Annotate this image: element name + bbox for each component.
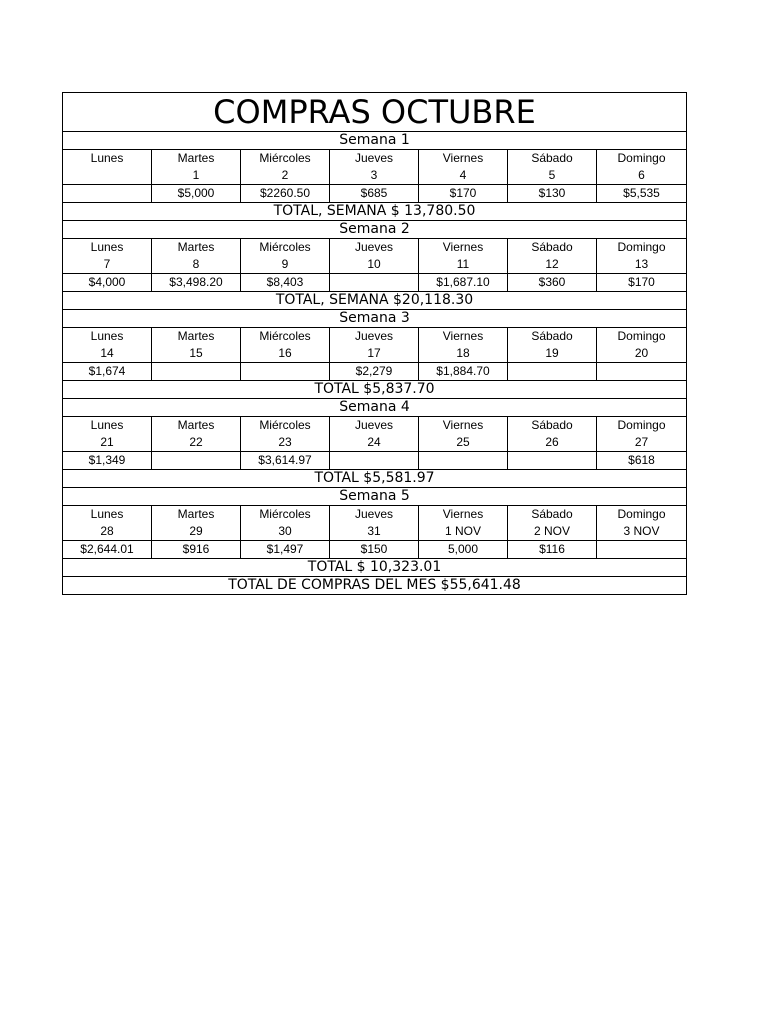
day-number: 2 NOV — [533, 524, 570, 538]
days-row — [63, 150, 687, 185]
day-cell — [419, 150, 508, 185]
amount-cell — [152, 452, 241, 470]
day-number: 25 — [456, 435, 470, 449]
week-label: Semana 4 — [63, 399, 687, 417]
day-name: Miércoles — [259, 240, 311, 254]
day-name: Jueves — [354, 240, 394, 254]
day-cell — [330, 239, 419, 274]
week-total-row — [63, 470, 687, 488]
day-name: Viernes — [442, 507, 484, 521]
day-cell — [419, 417, 508, 452]
day-cell — [508, 239, 597, 274]
week-total: TOTAL $ 10,323.01 — [63, 559, 687, 577]
day-number: 29 — [189, 524, 203, 538]
amount-cell — [508, 452, 597, 470]
day-number: 10 — [367, 257, 381, 271]
table-body — [63, 93, 687, 595]
day-name: Martes — [177, 240, 215, 254]
day-number: 9 — [281, 257, 289, 271]
day-cell — [63, 328, 152, 363]
day-cell — [63, 417, 152, 452]
day-number: 8 — [192, 257, 200, 271]
day-cell — [419, 328, 508, 363]
amount-cell: $4,000 — [63, 274, 152, 292]
day-number: 14 — [100, 346, 114, 360]
day-cell — [508, 150, 597, 185]
amount-cell — [508, 363, 597, 381]
day-number: 30 — [278, 524, 292, 538]
week-header-row — [63, 310, 687, 328]
amount-cell: $3,614.97 — [241, 452, 330, 470]
amounts-row — [63, 185, 687, 203]
day-name: Viernes — [442, 240, 484, 254]
day-name: Sábado — [531, 151, 573, 165]
day-cell — [597, 328, 687, 363]
amount-cell — [330, 274, 419, 292]
amount-cell — [63, 185, 152, 203]
amount-cell: $8,403 — [241, 274, 330, 292]
week-label: Semana 1 — [63, 132, 687, 150]
day-number: 18 — [456, 346, 470, 360]
day-cell — [330, 506, 419, 541]
day-name: Jueves — [354, 507, 394, 521]
amount-cell: $1,674 — [63, 363, 152, 381]
amount-cell — [330, 452, 419, 470]
day-name: Viernes — [442, 418, 484, 432]
amount-cell: $130 — [508, 185, 597, 203]
week-header-row — [63, 399, 687, 417]
day-cell — [152, 328, 241, 363]
day-number: 20 — [634, 346, 649, 360]
amount-cell — [419, 452, 508, 470]
day-name: Sábado — [531, 329, 573, 343]
amount-cell: $618 — [597, 452, 687, 470]
amount-cell: $150 — [330, 541, 419, 559]
day-cell — [152, 239, 241, 274]
day-number: 3 NOV — [623, 524, 660, 538]
day-number: 3 — [370, 168, 378, 182]
day-cell — [597, 150, 687, 185]
page-title: COMPRAS OCTUBRE — [63, 93, 687, 132]
week-total: TOTAL, SEMANA $20,118.30 — [63, 292, 687, 310]
week-header-row — [63, 221, 687, 239]
day-number: 11 — [456, 257, 470, 271]
amount-cell: $5,535 — [597, 185, 687, 203]
day-cell — [597, 239, 687, 274]
day-cell — [330, 417, 419, 452]
week-header-row — [63, 488, 687, 506]
amounts-row — [63, 363, 687, 381]
day-number: 6 — [638, 168, 645, 182]
day-name: Lunes — [90, 507, 124, 521]
day-name: Lunes — [90, 240, 124, 254]
day-number: 13 — [634, 257, 649, 271]
day-name: Martes — [177, 329, 215, 343]
day-cell — [330, 328, 419, 363]
amounts-row — [63, 274, 687, 292]
amount-cell: $1,497 — [241, 541, 330, 559]
week-total-row — [63, 203, 687, 221]
day-name: Miércoles — [259, 418, 311, 432]
day-number: 12 — [545, 257, 559, 271]
day-name: Lunes — [90, 151, 124, 165]
day-number — [63, 167, 151, 184]
day-number: 1 — [192, 168, 200, 182]
day-cell — [508, 506, 597, 541]
amount-cell: $5,000 — [152, 185, 241, 203]
amount-cell: $170 — [419, 185, 508, 203]
day-name: Domingo — [617, 240, 666, 254]
day-number: 28 — [100, 524, 114, 538]
day-name: Viernes — [442, 151, 484, 165]
day-name: Miércoles — [259, 151, 311, 165]
grand-total: TOTAL DE COMPRAS DEL MES $55,641.48 — [63, 577, 687, 595]
week-label: Semana 2 — [63, 221, 687, 239]
amount-cell: $685 — [330, 185, 419, 203]
amount-cell: $116 — [508, 541, 597, 559]
day-cell — [241, 328, 330, 363]
amount-cell — [152, 363, 241, 381]
day-name: Domingo — [617, 507, 666, 521]
day-number: 27 — [634, 435, 649, 449]
amounts-row — [63, 541, 687, 559]
day-cell — [597, 506, 687, 541]
day-name: Sábado — [531, 240, 573, 254]
amount-cell — [241, 363, 330, 381]
day-number: 4 — [459, 168, 467, 182]
amount-cell: $2,279 — [330, 363, 419, 381]
day-name: Sábado — [531, 507, 573, 521]
day-name: Viernes — [442, 329, 484, 343]
day-number: 21 — [100, 435, 114, 449]
amount-cell: $1,884.70 — [419, 363, 508, 381]
amount-cell: $1,349 — [63, 452, 152, 470]
amount-cell: $916 — [152, 541, 241, 559]
day-cell — [152, 150, 241, 185]
day-cell — [241, 417, 330, 452]
day-number: 26 — [545, 435, 559, 449]
days-row — [63, 506, 687, 541]
amount-cell: $170 — [597, 274, 687, 292]
day-number: 7 — [103, 257, 111, 271]
day-name: Martes — [177, 418, 215, 432]
day-name: Jueves — [354, 329, 394, 343]
day-cell — [330, 150, 419, 185]
day-name: Lunes — [90, 329, 124, 343]
day-number: 1 NOV — [444, 524, 481, 538]
day-name: Miércoles — [259, 329, 311, 343]
day-name: Miércoles — [259, 507, 311, 521]
days-row — [63, 239, 687, 274]
amount-cell: $2,644.01 — [63, 541, 152, 559]
day-number: 24 — [367, 435, 381, 449]
amount-cell: 5,000 — [419, 541, 508, 559]
day-name: Sábado — [531, 418, 573, 432]
day-number: 16 — [278, 346, 292, 360]
days-row — [63, 417, 687, 452]
week-total-row — [63, 292, 687, 310]
week-total-row — [63, 381, 687, 399]
week-label: Semana 5 — [63, 488, 687, 506]
day-cell — [63, 506, 152, 541]
day-cell — [508, 328, 597, 363]
week-total: TOTAL $5,581.97 — [63, 470, 687, 488]
day-name: Domingo — [617, 418, 666, 432]
day-name: Lunes — [90, 418, 124, 432]
day-number: 19 — [545, 346, 559, 360]
amount-cell: $2260.50 — [241, 185, 330, 203]
day-cell — [419, 506, 508, 541]
day-cell — [419, 239, 508, 274]
day-cell — [241, 150, 330, 185]
day-name: Domingo — [617, 329, 666, 343]
day-number: 31 — [367, 524, 381, 538]
day-name: Martes — [177, 151, 215, 165]
grand-total-row — [63, 577, 687, 595]
day-number: 23 — [278, 435, 292, 449]
purchases-table — [62, 92, 687, 595]
week-total: TOTAL, SEMANA $ 13,780.50 — [63, 203, 687, 221]
day-name: Martes — [177, 507, 215, 521]
week-total-row — [63, 559, 687, 577]
day-cell — [63, 239, 152, 274]
day-number: 5 — [548, 168, 556, 182]
day-name: Jueves — [354, 418, 394, 432]
day-cell — [63, 150, 152, 185]
day-number: 15 — [189, 346, 203, 360]
amount-cell — [597, 363, 687, 381]
day-number: 22 — [189, 435, 203, 449]
day-cell — [241, 239, 330, 274]
day-name: Domingo — [617, 151, 666, 165]
day-number: 17 — [367, 346, 381, 360]
title-row — [63, 93, 687, 132]
week-header-row — [63, 132, 687, 150]
day-number: 2 — [281, 168, 289, 182]
day-cell — [597, 417, 687, 452]
day-cell — [241, 506, 330, 541]
days-row — [63, 328, 687, 363]
amount-cell: $1,687.10 — [419, 274, 508, 292]
amount-cell — [597, 541, 687, 559]
amounts-row — [63, 452, 687, 470]
week-total: TOTAL $5,837.70 — [63, 381, 687, 399]
day-cell — [152, 417, 241, 452]
week-label: Semana 3 — [63, 310, 687, 328]
amount-cell: $360 — [508, 274, 597, 292]
amount-cell: $3,498.20 — [152, 274, 241, 292]
day-cell — [508, 417, 597, 452]
day-cell — [152, 506, 241, 541]
day-name: Jueves — [354, 151, 394, 165]
